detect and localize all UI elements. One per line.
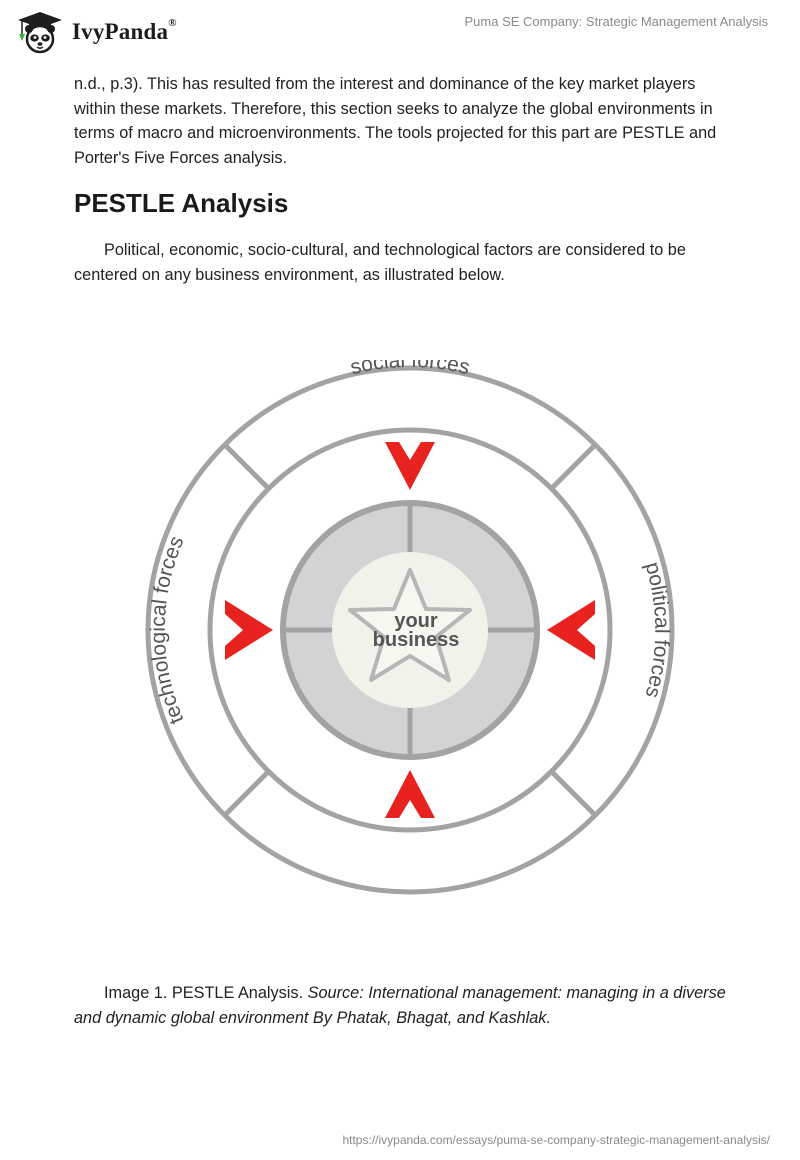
center-label-line1: your (394, 610, 438, 632)
registered-mark: ® (168, 17, 177, 29)
body-paragraph-2: Political, economic, socio-cultural, and technological factors are considered to be centered on any business environment, as illustrated below. (74, 241, 686, 284)
brand-logo[interactable] (14, 10, 177, 54)
arrow-left (225, 600, 273, 660)
source-url[interactable]: https://ivypanda.com/essays/puma-se-company-strategic-management-analysis/ (342, 1133, 770, 1147)
center-label-line2: business (372, 629, 460, 651)
caption-source: Source: International management: managing in a diverse and dynamic global environment By Phatak, Bhagat, and Kashlak. (74, 984, 726, 1027)
caption-prefix: Image 1. PESTLE Analysis. (104, 984, 304, 1002)
brand-name (72, 19, 177, 45)
brand-name-text: IvyPanda (72, 19, 169, 44)
arrow-bottom (385, 770, 435, 818)
arrow-top (385, 442, 435, 490)
body-paragraph-1: n.d., p.3). This has resulted from the interest and dominance of the key market players within these markets. Therefore, this section seeks to analyze the global environments in terms of macro and microenvironments. The tools projected for this part are PESTLE and Porter's Five Forces analysis. (74, 75, 717, 167)
panda-graduation-icon (14, 10, 66, 54)
page-header (0, 0, 800, 70)
label-technological-forces: technological forces (146, 532, 189, 728)
section-heading: PESTLE Analysis (74, 188, 289, 218)
label-social-forces: social forces (347, 360, 473, 380)
figure-caption (74, 981, 734, 1030)
arrow-right (547, 600, 595, 660)
label-political-forces: political forces (640, 559, 674, 701)
document-title: Puma SE Company: Strategic Management Analysis (464, 14, 768, 29)
pestle-diagram (140, 360, 680, 900)
